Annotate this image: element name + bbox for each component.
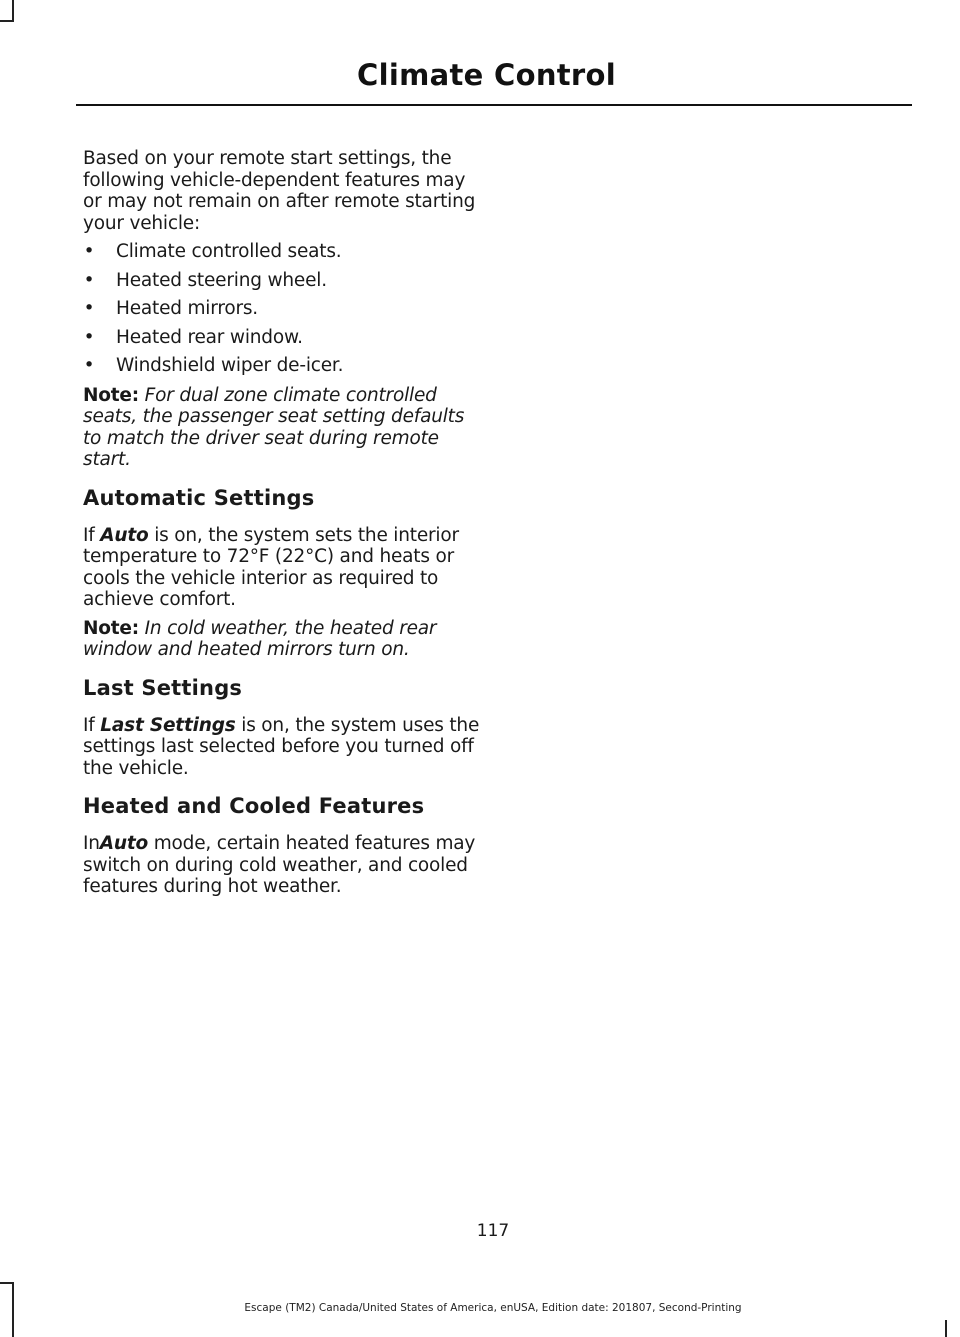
term-auto: Auto: [99, 833, 149, 854]
heading-heated-cooled: Heated and Cooled Features: [83, 794, 425, 818]
list-item: • Heated rear window.: [83, 326, 303, 348]
note-label: Note:: [83, 617, 139, 639]
header-divider: [76, 104, 912, 106]
intro-paragraph: Based on your remote start settings, the following vehicle-dependent features may or may not remain on after remote starting your vehicle:: [83, 148, 476, 234]
note-remote-start: [83, 385, 483, 471]
crop-mark-bottom-left-horizontal: [0, 1282, 14, 1284]
feature-list: [83, 241, 483, 377]
crop-mark-top-left-horizontal: [0, 20, 14, 22]
note-text: For dual zone climate controlled seats, the passenger seat setting defaults to match the driver seat during remote start.: [83, 384, 465, 470]
term-auto: Auto: [100, 524, 149, 546]
list-item: • Heated steering wheel.: [83, 269, 327, 291]
bullet-icon: •: [83, 241, 95, 262]
heated-cooled-paragraph: InAuto mode, certain heated features may switch on during cold weather, and cooled features during hot weather.: [83, 833, 476, 897]
note-text: In cold weather, the heated rear window and heated mirrors turn on.: [83, 617, 437, 660]
heading-last-settings: Last Settings: [83, 675, 243, 700]
list-item: • Climate controlled seats.: [83, 241, 342, 262]
note-label: Note:: [83, 384, 139, 406]
footer-edition-info: Escape (TM2) Canada/United States of America, enUSA, Edition date: 201807, Second-Printing: [244, 1302, 742, 1314]
page-title: Climate Control: [357, 58, 616, 92]
bullet-icon: •: [83, 355, 95, 376]
heading-automatic-settings: Automatic Settings: [83, 485, 315, 510]
crop-mark-bottom-right-vertical: [945, 1320, 947, 1337]
automatic-paragraph: If Auto is on, the system sets the interior temperature to 72°F (22°C) and heats or cools the vehicle interior as required to achieve comfort.: [83, 524, 459, 610]
note-cold-weather: [83, 618, 483, 661]
term-last-settings: Last Settings: [100, 714, 236, 736]
list-item: • Windshield wiper de-icer.: [83, 355, 344, 376]
crop-mark-top-left-vertical: [12, 0, 14, 22]
list-item: • Heated mirrors.: [83, 298, 258, 319]
content-column: [83, 148, 483, 905]
bullet-icon: •: [83, 269, 95, 291]
last-settings-paragraph: If Last Settings is on, the system uses the settings last selected before you turned off the vehicle.: [83, 714, 480, 779]
bullet-icon: •: [83, 326, 95, 348]
page-number: 117: [476, 1221, 510, 1241]
bullet-icon: •: [83, 298, 95, 319]
